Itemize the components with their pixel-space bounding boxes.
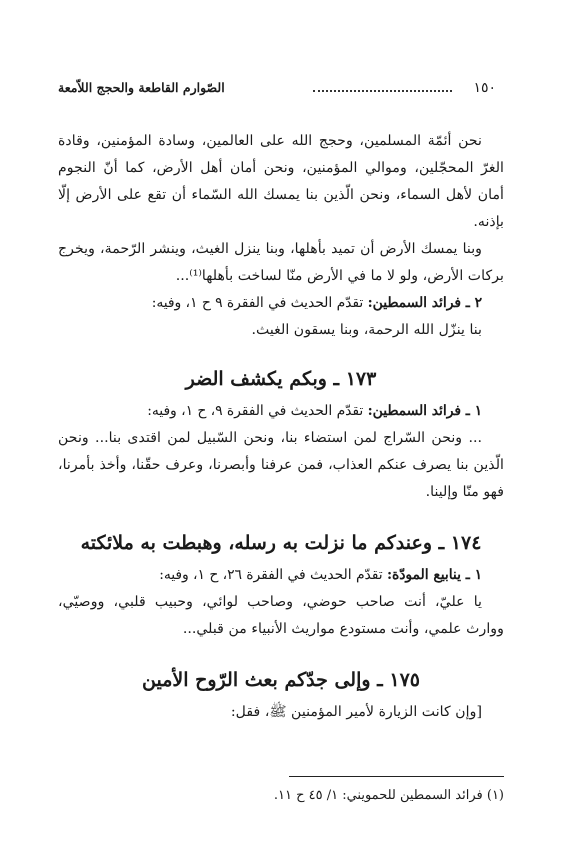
source-citation-174 [58, 562, 504, 589]
source-text: تقدّم الحديث في الفقرة ٩، ح ١، وفيه: [147, 403, 368, 419]
source-text: تقدّم الحديث في الفقرة ٩ ح ١، وفيه: [151, 295, 368, 311]
section-heading-174: ١٧٤ ـ وعندكم ما نزلت به رسله، وهبطت به ملائكته [80, 532, 482, 554]
page-number: ١٥٠ [473, 80, 496, 96]
book-title: الصّوارم القاطعة والحجج اللاّمعة [58, 80, 225, 95]
source-label: ٢ ـ فرائد السمطين: [367, 295, 482, 311]
leader-dots [313, 90, 452, 92]
section-heading-175: ١٧٥ ـ وإلى جدّكم بعث الرّوح الأمين [142, 669, 420, 691]
source-label: ١ ـ ينابيع المودّة: [386, 567, 482, 583]
paragraph-1: نحن أئمّة المسلمين، وحجج الله على العالمين، وسادة المؤمنين، وقادة الغرّ المحجّلين، وموالي المؤمنين، ونحن أمان أهل الأرض، كما أنّ النجوم أمان لأهل السماء، ونحن الّذين بنا يمسك الله السّماء أن تقع على الأرض إلّا بإذنه. [58, 133, 504, 230]
footnote: (١) فرائد السمطين للحمويني: ١/ ٤٥ ح ١١. [273, 788, 504, 803]
source-citation-2 [58, 290, 504, 317]
page-content [58, 128, 504, 726]
section-heading-173: ١٧٣ ـ وبكم يكشف الضر [185, 368, 377, 390]
footnote-divider [289, 776, 504, 777]
running-head [58, 80, 504, 102]
source-citation-173 [58, 398, 504, 425]
quote-paragraph: بنا ينزّل الله الرحمة، وبنا يسقون الغيث. [251, 322, 482, 338]
paragraph-2: وبنا يمسك الأرض أن تميد بأهلها، وبنا ينزل الغيث، وينشر الرّحمة، ويخرج بركات الأرض، ولو لا ما في الأرض منّا لساخت بأهلها⁽¹⁾... [58, 241, 504, 284]
section-174-body: يا عليّ، أنت صاحب حوضي، وصاحب لوائي، وحبيب قلبي، ووصيّي، ووارث علمي، وأنت مستودع مواريث الأنبياء من قبلي... [58, 594, 504, 637]
source-text: تقدّم الحديث في الفقرة ٢٦، ح ١، وفيه: [159, 567, 387, 583]
section-175-note: [وإن كانت الزيارة لأمير المؤمنين ﷺ، فقل: [230, 704, 482, 720]
section-173-body: ... ونحن السّراج لمن استضاء بنا، ونحن السّبيل لمن اقتدى بنا... ونحن الّذين بنا يصرف عنكم العذاب، فمن عرفنا وأبصرنا، وعرف حقّنا، وأخذ بأمرنا، فهو منّا وإلينا. [58, 430, 504, 500]
source-label: ١ ـ فرائد السمطين: [367, 403, 482, 419]
